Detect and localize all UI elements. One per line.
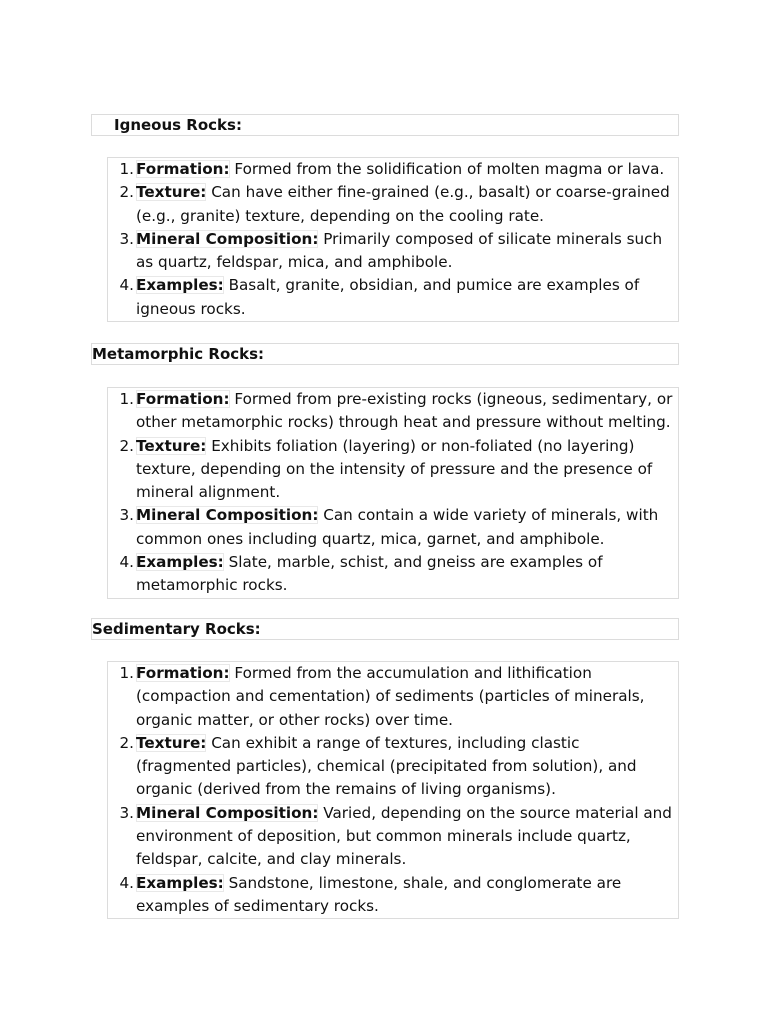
item-text: Slate, marble, schist, and gneiss are examples of metamorphic rocks. — [136, 553, 603, 595]
section-heading-text: Sedimentary Rocks: — [92, 620, 261, 638]
item-text: Varied, depending on the source material and environment of deposition, but common minerals include quartz, feldspar, calcite, and clay minerals. — [136, 803, 672, 869]
list-item — [108, 872, 678, 919]
item-number: 3. — [119, 506, 134, 525]
item-number: 3. — [119, 229, 134, 248]
item-label: Formation: — [136, 664, 230, 682]
item-number: 2. — [119, 733, 134, 752]
list-item — [108, 504, 678, 551]
item-text: Can exhibit a range of textures, including clastic (fragmented particles), chemical (precipitated from solution), and organic (derived from the remains of living organisms). — [136, 733, 637, 799]
item-label: Formation: — [136, 160, 230, 178]
list-item — [108, 435, 678, 505]
item-label: Mineral Composition: — [136, 803, 319, 822]
item-text: Formed from the solidification of molten magma or lava. — [234, 160, 665, 178]
section-list-sedimentary — [107, 661, 679, 919]
item-number: 3. — [119, 803, 134, 822]
item-label: Examples: — [136, 873, 224, 892]
list-item — [108, 732, 678, 802]
item-label: Mineral Composition: — [136, 229, 319, 248]
section-list-igneous — [107, 157, 679, 322]
item-text: Basalt, granite, obsidian, and pumice are examples of igneous rocks. — [136, 276, 640, 318]
list-item — [108, 662, 678, 732]
item-label: Formation: — [136, 390, 230, 408]
item-number: 1. — [119, 160, 134, 178]
item-label: Examples: — [136, 553, 224, 572]
list-item — [108, 551, 678, 598]
item-label: Examples: — [136, 276, 224, 295]
section-heading-sedimentary — [91, 618, 679, 640]
list-item — [108, 228, 678, 275]
item-number: 2. — [119, 436, 134, 455]
item-text: Exhibits foliation (layering) or non-foliated (no layering) texture, depending on the intensity of pressure and the presence of mineral alignment. — [136, 436, 653, 502]
section-heading-metamorphic — [91, 343, 679, 365]
item-text: Formed from the accumulation and lithification (compaction and cementation) of sediments (particles of minerals, organic matter, or other rocks) over time. — [136, 664, 645, 729]
item-number: 1. — [119, 390, 134, 408]
item-number: 4. — [119, 276, 134, 295]
item-text: Can contain a wide variety of minerals, with common ones including quartz, mica, garnet, and amphibole. — [136, 506, 659, 548]
list-item — [108, 802, 678, 872]
section-heading-text: Metamorphic Rocks: — [92, 345, 265, 363]
list-item — [108, 274, 678, 321]
item-text: Primarily composed of silicate minerals such as quartz, feldspar, mica, and amphibole. — [136, 229, 663, 272]
item-text: Sandstone, limestone, shale, and conglomerate are examples of sedimentary rocks. — [136, 873, 622, 915]
list-item — [108, 181, 678, 228]
section-list-metamorphic — [107, 387, 679, 599]
item-number: 1. — [119, 664, 134, 682]
item-label: Texture: — [136, 436, 207, 455]
list-item — [108, 388, 678, 435]
item-number: 4. — [119, 873, 134, 892]
item-text: Formed from pre-existing rocks (igneous, sedimentary, or other metamorphic rocks) through heat and pressure without melting. — [136, 390, 673, 432]
item-number: 2. — [119, 183, 134, 202]
section-heading-igneous — [91, 114, 679, 136]
list-item — [108, 158, 678, 181]
item-label: Mineral Composition: — [136, 506, 319, 525]
item-label: Texture: — [136, 183, 207, 202]
section-heading-text: Igneous Rocks: — [114, 116, 242, 134]
item-text: Can have either fine-grained (e.g., basalt) or coarse-grained (e.g., granite) texture, depending on the cooling rate. — [136, 183, 670, 225]
item-label: Texture: — [136, 733, 207, 752]
item-number: 4. — [119, 553, 134, 572]
